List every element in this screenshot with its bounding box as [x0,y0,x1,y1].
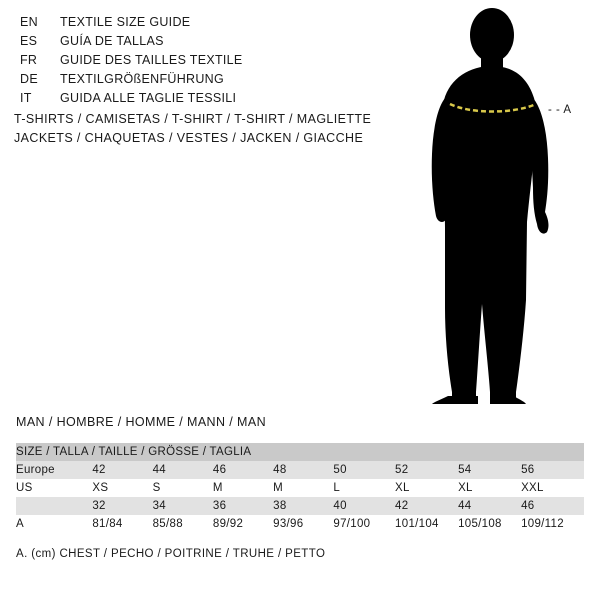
row-label [16,497,92,515]
cell: 44 [458,497,521,515]
language-code: FR [20,53,38,67]
cell: XXL [521,479,584,497]
table-footnote: A. (cm) CHEST / PECHO / POITRINE / TRUHE / PETTO [16,548,326,560]
cell: 42 [395,497,458,515]
cell: 36 [213,497,273,515]
language-title-list [20,15,380,110]
cell: 44 [153,461,213,479]
callout-dash: - - [548,104,561,116]
language-row [20,15,380,34]
category-tshirts: T-SHIRTS / CAMISETAS / T-SHIRT / T-SHIRT / MAGLIETTE [14,112,372,126]
cell: 56 [521,461,584,479]
language-code: EN [20,15,38,29]
table-section-title: MAN / HOMBRE / HOMME / MANN / MAN [16,415,267,429]
row-label: A [16,515,92,533]
cell: XL [458,479,521,497]
cell: 105/108 [458,515,521,533]
cell: 40 [333,497,395,515]
table-row [16,515,584,533]
cell: L [333,479,395,497]
table-row [16,461,584,479]
table-header-row [16,443,584,461]
language-row [20,34,380,53]
cell: 97/100 [333,515,395,533]
cell: XS [92,479,152,497]
cell: 32 [92,497,152,515]
language-title: TEXTILE SIZE GUIDE [60,15,191,29]
language-title: GUÍA DE TALLAS [60,34,164,48]
cell: 89/92 [213,515,273,533]
chest-callout-label [548,104,572,116]
table-header-label: SIZE / TALLA / TAILLE / GRÖSSE / TAGLIA [16,443,584,461]
cell: 42 [92,461,152,479]
language-row [20,53,380,72]
language-title: GUIDA ALLE TAGLIE TESSILI [60,91,237,105]
language-row [20,72,380,91]
cell: 48 [273,461,333,479]
language-code: IT [20,91,32,105]
callout-letter: A [563,104,572,116]
male-silhouette-illustration [400,8,585,408]
cell: 93/96 [273,515,333,533]
cell: 52 [395,461,458,479]
cell: 85/88 [153,515,213,533]
cell: M [213,479,273,497]
cell: M [273,479,333,497]
garment-category-list [14,110,414,148]
cell: 54 [458,461,521,479]
cell: 34 [153,497,213,515]
table-row [16,479,584,497]
silhouette-body-shape [432,8,549,404]
cell: 50 [333,461,395,479]
cell: 46 [521,497,584,515]
row-label: Europe [16,461,92,479]
cell: 101/104 [395,515,458,533]
cell: 81/84 [92,515,152,533]
language-title: TEXTILGRÖßENFÜHRUNG [60,72,225,86]
language-title: GUIDE DES TAILLES TEXTILE [60,53,243,67]
cell: XL [395,479,458,497]
cell: 38 [273,497,333,515]
row-label: US [16,479,92,497]
category-jackets: JACKETS / CHAQUETAS / VESTES / JACKEN / GIACCHE [14,131,364,145]
cell: S [153,479,213,497]
cell: 46 [213,461,273,479]
table-row [16,497,584,515]
cell: 109/112 [521,515,584,533]
language-code: DE [20,72,38,86]
size-table [16,443,584,533]
language-row [20,91,380,110]
language-code: ES [20,34,38,48]
